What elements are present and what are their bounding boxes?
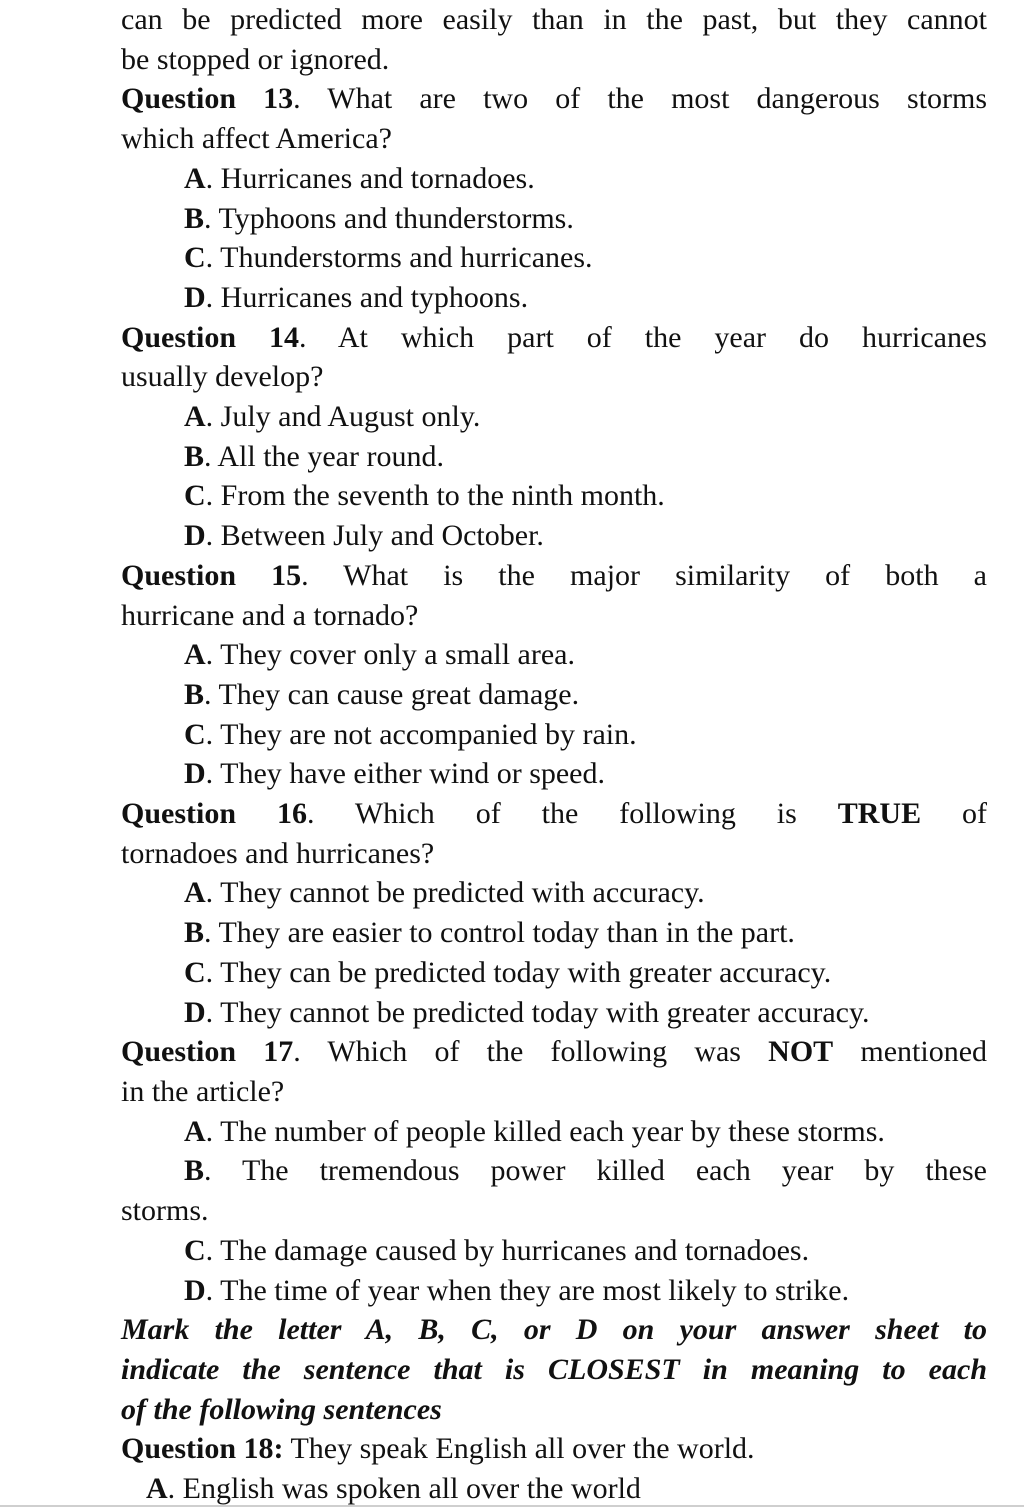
question-13-stem: Question 13. What are two of the most dangerous storms xyxy=(121,82,987,116)
document-page xyxy=(121,0,987,1509)
question-14-stem-cont: usually develop? xyxy=(121,360,324,394)
question-13-option-a: A. Hurricanes and tornadoes. xyxy=(184,161,535,195)
question-15-text: What is the major similarity of both a xyxy=(343,558,987,592)
question-13-option-b: B. Typhoons and thunderstorms. xyxy=(184,201,574,235)
question-17-label: Question 17 xyxy=(121,1035,294,1069)
intro-line: can be predicted more easily than in the past, but they cannot xyxy=(121,3,987,36)
question-14-option-b: B. All the year round. xyxy=(184,439,444,473)
question-15-option-a: A. They cover only a small area. xyxy=(184,638,575,672)
question-16-text: Which of the following is xyxy=(354,797,797,831)
question-18-stem xyxy=(121,1429,987,1469)
question-13-option-d: D. Hurricanes and typhoons. xyxy=(184,280,529,314)
question-17-emphasis: NOT xyxy=(768,1035,834,1069)
question-18-text: They speak English all over the world. xyxy=(290,1432,755,1466)
question-16-emphasis: TRUE xyxy=(837,797,922,831)
question-16-stem-cont: tornadoes and hurricanes? xyxy=(121,836,435,870)
instruction-line: of the following sentences xyxy=(121,1392,442,1426)
question-13-text: What are two of the most dangerous storms xyxy=(327,82,987,116)
question-13-option-c: C. Thunderstorms and hurricanes. xyxy=(184,241,593,275)
question-13-label: Question 13 xyxy=(121,82,294,116)
question-14-label: Question 14 xyxy=(121,320,300,354)
question-14-option-a: A. July and August only. xyxy=(184,400,481,434)
question-18-label: Question 18: xyxy=(121,1432,284,1466)
question-17-stem-cont: in the article? xyxy=(121,1074,285,1108)
question-16-stem: Question 16. Which of the following is TRUE of xyxy=(121,797,988,831)
question-15-option-d: D. They have either wind or speed. xyxy=(184,757,605,791)
question-15-label: Question 15 xyxy=(121,558,302,592)
question-17-option-b: B. The tremendous power killed each year by these xyxy=(184,1154,987,1188)
question-16-option-a: A. They cannot be predicted with accuracy. xyxy=(184,876,705,910)
question-17-text: Which of the following was xyxy=(327,1035,741,1069)
question-16-label: Question 16 xyxy=(121,797,307,831)
question-18-option-a: A. English was spoken all over the world xyxy=(146,1472,641,1506)
instruction-line: Mark the letter A, B, C, or D on your answer sheet to xyxy=(121,1313,987,1347)
question-14-stem: Question 14. At which part of the year do hurricanes xyxy=(121,320,987,354)
question-14-text: At which part of the year do hurricanes xyxy=(337,320,987,354)
intro-line: be stopped or ignored. xyxy=(121,42,390,76)
question-15-option-b: B. They can cause great damage. xyxy=(184,677,580,711)
question-17-option-b-cont: storms. xyxy=(121,1194,209,1228)
question-15-stem: Question 15. What is the major similarity of both a xyxy=(121,558,987,592)
question-17-stem: Question 17. Which of the following was NOT mentioned xyxy=(121,1035,988,1069)
bottom-divider xyxy=(0,1505,1024,1507)
question-15-stem-cont: hurricane and a tornado? xyxy=(121,598,419,632)
instruction-line: indicate the sentence that is CLOSEST in meaning to each xyxy=(121,1352,987,1386)
question-15-option-c: C. They are not accompanied by rain. xyxy=(184,717,637,751)
question-17-option-d: D. The time of year when they are most likely to strike. xyxy=(184,1273,850,1307)
question-13-stem-cont: which affect America? xyxy=(121,122,392,156)
question-16-option-c: C. They can be predicted today with greater accuracy. xyxy=(184,955,832,989)
question-14-option-d: D. Between July and October. xyxy=(184,519,544,553)
question-17-option-c: C. The damage caused by hurricanes and tornadoes. xyxy=(184,1233,810,1267)
question-16-option-d: D. They cannot be predicted today with greater accuracy. xyxy=(184,995,870,1029)
question-16-option-b: B. They are easier to control today than in the part. xyxy=(184,916,795,950)
question-14-option-c: C. From the seventh to the ninth month. xyxy=(184,479,665,513)
question-17-option-a: A. The number of people killed each year by these storms. xyxy=(184,1114,885,1148)
